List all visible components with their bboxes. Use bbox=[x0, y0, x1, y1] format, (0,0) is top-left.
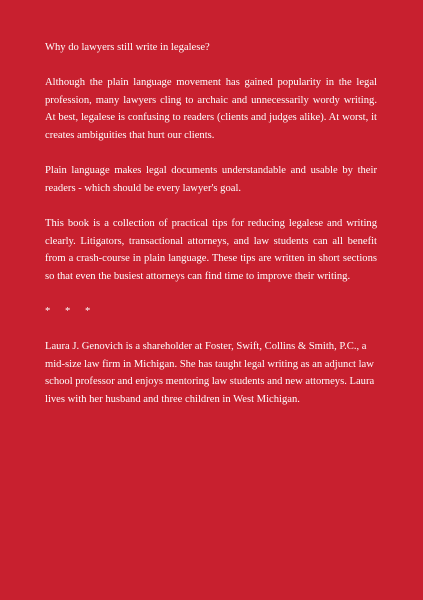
description-paragraph-2: Plain language makes legal documents understandable and usable by their readers - which should be every lawyer's goal. bbox=[45, 165, 377, 194]
section-separator bbox=[45, 303, 377, 321]
separator-asterisk: * bbox=[65, 305, 71, 317]
intro-question: Why do lawyers still write in legalese? bbox=[45, 42, 210, 53]
description-paragraph-3: This book is a collection of practical tips for reducing legalese and writing clearly. Litigators, transactional attorneys, and law students can all benefit from a crash-course in plain language. These tips are written in short sections so that even the busiest attorneys can find time to improve their writing. bbox=[45, 217, 377, 282]
description-paragraph-1: Although the plain language movement has gained popularity in the legal profession, many lawyers cling to archaic and unnecessarily wordy writing. At best, legalese is confusing to readers (clients and judges alike). At worst, it creates ambiguities that hurt our clients. bbox=[45, 77, 377, 141]
back-cover-text bbox=[45, 39, 377, 426]
separator-asterisk: * bbox=[85, 305, 91, 317]
separator-asterisk: * bbox=[45, 305, 51, 317]
author-bio: Laura J. Genovich is a shareholder at Foster, Swift, Collins & Smith, P.C., a mid-size law firm in Michigan. She has taught legal writing as an adjunct law school professor and enjoys mentoring law students and new attorneys. Laura lives with her husband and three children in West Michigan. bbox=[45, 341, 375, 405]
